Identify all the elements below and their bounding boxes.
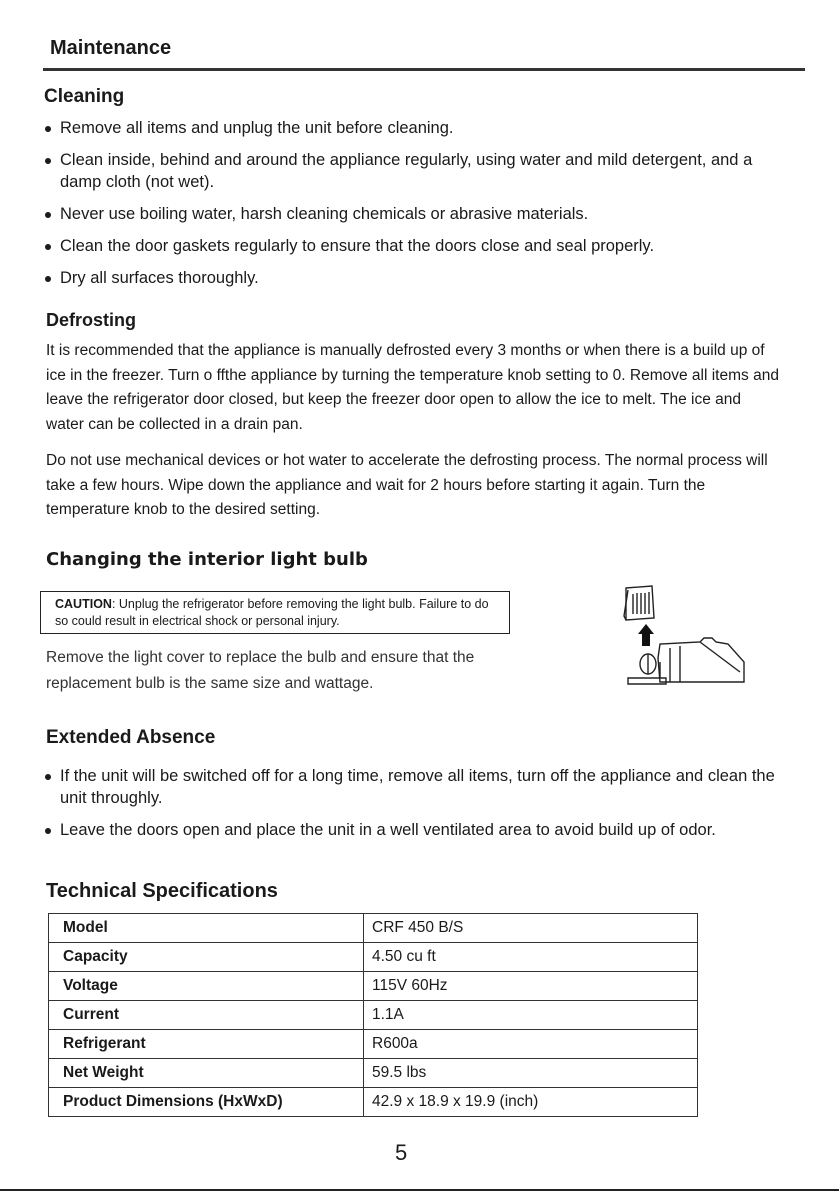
light-cover-illustration	[600, 578, 760, 690]
caution-box	[40, 591, 510, 634]
table-row	[49, 1088, 698, 1117]
list-item: Remove all items and unplug the unit before cleaning.	[44, 117, 784, 139]
spec-label: Product Dimensions (HxWxD)	[49, 1088, 364, 1117]
spec-value: CRF 450 B/S	[364, 914, 698, 943]
caution-label: CAUTION	[55, 597, 112, 611]
spec-value: 1.1A	[364, 1001, 698, 1030]
arrow-up-icon	[638, 624, 654, 646]
spec-label: Refrigerant	[49, 1030, 364, 1059]
light-bulb-heading: Changing the interior light bulb	[46, 549, 368, 570]
spec-value: 115V 60Hz	[364, 972, 698, 1001]
defrosting-heading: Defrosting	[46, 310, 136, 330]
table-row	[49, 1001, 698, 1030]
absence-heading: Extended Absence	[46, 727, 216, 748]
specs-table	[48, 913, 698, 1117]
page-number: 5	[395, 1140, 408, 1165]
table-row	[49, 1030, 698, 1059]
list-item: If the unit will be switched off for a long time, remove all items, turn off the appliance and clean the unit throughly.	[44, 765, 779, 809]
list-item: Clean the door gaskets regularly to ensure that the doors close and seal properly.	[44, 235, 784, 257]
list-item: Never use boiling water, harsh cleaning chemicals or abrasive materials.	[44, 203, 784, 225]
cleaning-list	[44, 117, 784, 299]
defrosting-paragraph: It is recommended that the appliance is manually defrosted every 3 months or when there is a build up of ice in the freezer. Turn o ffthe appliance by turning the temperature knob setting to 0. Remove all items and leave the refrigerator door closed, but keep the freezer door open to allow the ice to melt. The ice and water can be collected in a drain pan.	[46, 342, 779, 433]
header-divider	[43, 68, 805, 71]
page-title: Maintenance	[50, 37, 172, 59]
table-row	[49, 943, 698, 972]
table-row	[49, 1059, 698, 1088]
defrosting-paragraph: Do not use mechanical devices or hot water to accelerate the defrosting process. The normal process will take a few hours. Wipe down the appliance and wait for 2 hours before starting it again. Turn the temperature knob to the desired setting.	[46, 452, 768, 518]
cleaning-heading: Cleaning	[44, 86, 125, 107]
light-bulb-instruction: Remove the light cover to replace the bulb and ensure that the replacement bulb is the same size and wattage.	[46, 649, 475, 692]
spec-label: Current	[49, 1001, 364, 1030]
spec-value: 4.50 cu ft	[364, 943, 698, 972]
spec-value: 42.9 x 18.9 x 19.9 (inch)	[364, 1088, 698, 1117]
spec-value: 59.5 lbs	[364, 1059, 698, 1088]
light-cover-icon	[624, 586, 654, 620]
list-item: Leave the doors open and place the unit in a well ventilated area to avoid build up of odor.	[44, 819, 779, 841]
table-row	[49, 914, 698, 943]
absence-list	[44, 765, 779, 851]
list-item: Dry all surfaces thoroughly.	[44, 267, 784, 289]
spec-label: Capacity	[49, 943, 364, 972]
spec-label: Model	[49, 914, 364, 943]
table-row	[49, 972, 698, 1001]
spec-label: Voltage	[49, 972, 364, 1001]
spec-value: R600a	[364, 1030, 698, 1059]
list-item: Clean inside, behind and around the appliance regularly, using water and mild detergent, and a damp cloth (not wet).	[44, 149, 784, 193]
caution-text: : Unplug the refrigerator before removing the light bulb. Failure to do so could result in electrical shock or personal injury.	[55, 597, 489, 628]
spec-label: Net Weight	[49, 1059, 364, 1088]
specs-heading: Technical Specifications	[46, 880, 278, 902]
